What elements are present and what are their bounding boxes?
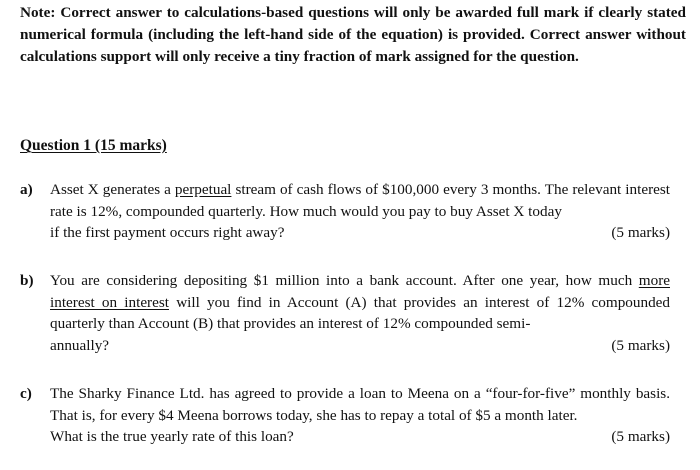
question-heading: Question 1 (15 marks) bbox=[20, 137, 167, 154]
part-last-line bbox=[50, 426, 670, 448]
question-part-a bbox=[20, 179, 670, 244]
part-last-line bbox=[50, 335, 670, 357]
part-text-end: if the first payment occurs right away? bbox=[50, 224, 285, 241]
marks-label: (5 marks) bbox=[611, 428, 670, 445]
underlined-term: interest on interest bbox=[50, 293, 169, 311]
text-segment: Asset X generates a bbox=[50, 181, 175, 198]
part-label: c) bbox=[20, 385, 32, 402]
part-text bbox=[50, 270, 670, 335]
part-body bbox=[50, 383, 670, 448]
part-text: The Sharky Finance Ltd. has agreed to provide a loan to Meena on a “four-for-five” monthly basis. That is, for every $4 Meena borrows today, she has to repay a total of $5 a month later. bbox=[50, 385, 670, 424]
text-segment: stream of cash flows of $100,000 every 3 months. The relevant interest rate is 12%, compounded quarterly. How much would you pay to buy Asset X today bbox=[50, 181, 671, 220]
underlined-term: perpetual bbox=[174, 181, 232, 198]
question-part-b bbox=[20, 270, 670, 356]
note-paragraph: Note: Correct answer to calculations-based questions will only be awarded full mark if clearly stated numerical formula (including the left-hand side of the equation) is provided. Correct answer without calculations support will only receive a tiny fraction of mark assigned for the question. bbox=[20, 4, 686, 65]
question-part-c bbox=[20, 383, 670, 448]
text-segment: will you find in Account (A) that provides an interest of 12% compounded quarterly than Account (B) that provides an interest of 12% compounded semi- bbox=[50, 293, 671, 332]
part-label: b) bbox=[20, 272, 34, 289]
part-label: a) bbox=[20, 181, 33, 198]
text-segment: You are considering depositing $1 million into a bank account. After one year, how much bbox=[50, 272, 639, 289]
marks-label: (5 marks) bbox=[611, 224, 670, 241]
part-text bbox=[50, 179, 670, 222]
part-text-end: What is the true yearly rate of this loan? bbox=[50, 428, 294, 445]
part-last-line bbox=[50, 222, 670, 244]
part-body bbox=[50, 270, 670, 356]
marks-label: (5 marks) bbox=[611, 336, 670, 354]
part-body bbox=[50, 179, 670, 244]
part-text-end: annually? bbox=[50, 336, 110, 354]
underlined-term: more bbox=[638, 272, 670, 289]
